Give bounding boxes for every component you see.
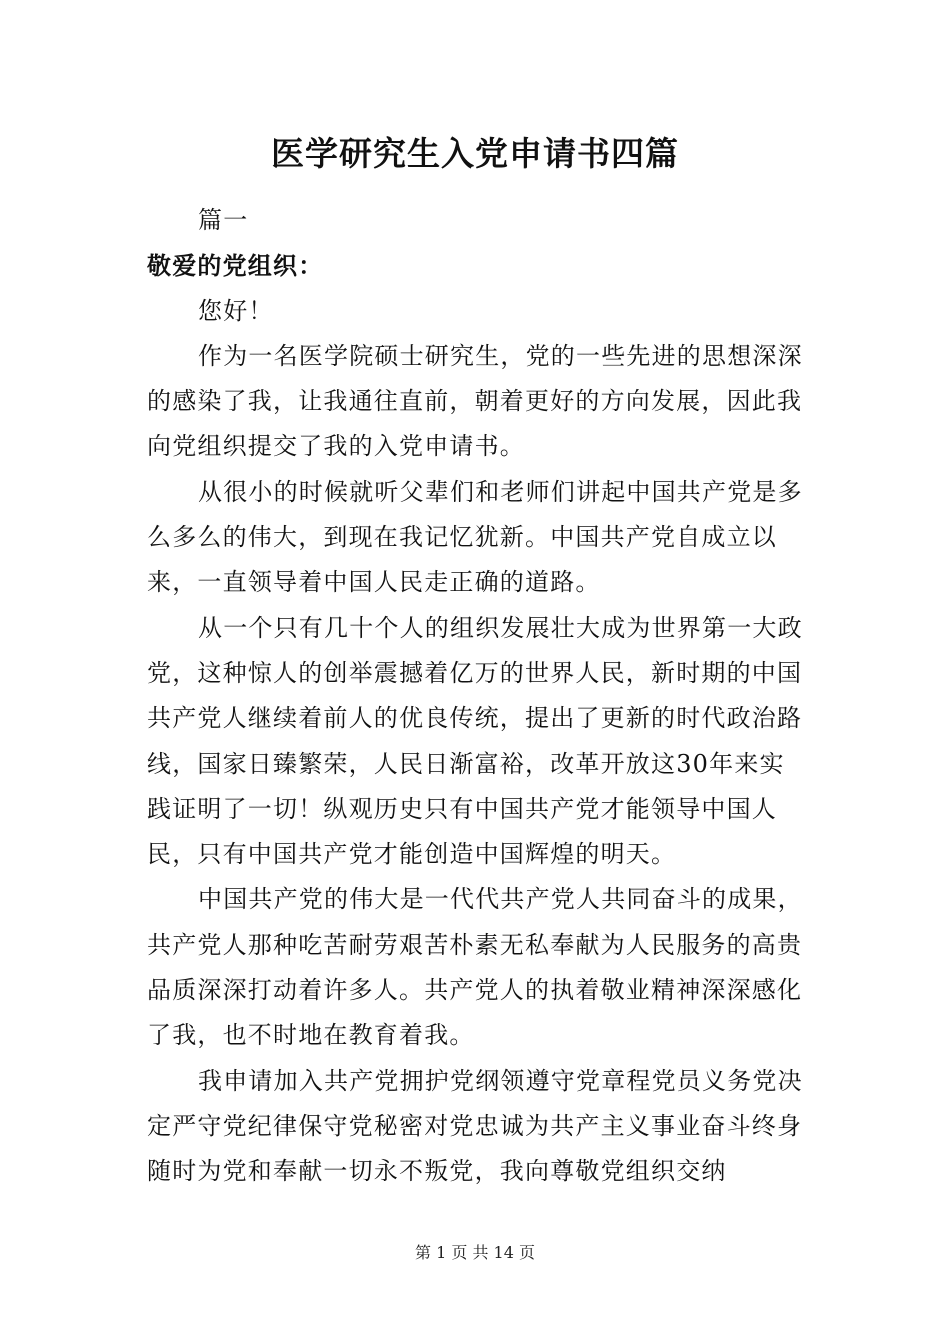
document-title: 医学研究生入党申请书四篇 xyxy=(271,134,679,173)
page-footer: 第 1 页 共 14 页 xyxy=(415,1243,535,1262)
greeting: 您好！ xyxy=(198,296,274,325)
paragraph: 中国共产党的伟大是一代代共产党人共同奋斗的成果，共产党人那种吃苦耐劳艰苦朴素无私奉献为人民服务的高贵品质深深打动着许多人。共产党人的执着敬业精神深深感化了我，也不时地在教育着我。 xyxy=(147,885,803,1050)
document-body xyxy=(147,198,807,1195)
section-label: 篇一 xyxy=(198,206,249,234)
paragraph: 从很小的时候就听父辈们和老师们讲起中国共产党是多么多么的伟大，到现在我记忆犹新。中国共产党自成立以来，一直领导着中国人民走正确的道路。 xyxy=(147,477,803,597)
paragraph: 从一个只有几十个人的组织发展壮大成为世界第一大政党，这种惊人的创举震撼着亿万的世界人民，新时期的中国共产党人继续着前人的优良传统，提出了更新的时代政治路线，国家日臻繁荣，人民日渐富裕，改革开放这30年来实践证明了一切！纵观历史只有中国共产党才能领导中国人民，只有中国共产党才能创造中国辉煌的明天。 xyxy=(147,613,803,869)
salutation: 敬爱的党组织： xyxy=(147,251,324,281)
paragraph: 我申请加入共产党拥护党纲领遵守党章程党员义务党决定严守党纪律保守党秘密对党忠诚为共产主义事业奋斗终身随时为党和奉献一切永不叛党，我向尊敬党组织交纳 xyxy=(147,1066,803,1186)
paragraph: 作为一名医学院硕士研究生，党的一些先进的思想深深的感染了我，让我通往直前，朝着更好的方向发展，因此我向党组织提交了我的入党申请书。 xyxy=(147,341,803,461)
